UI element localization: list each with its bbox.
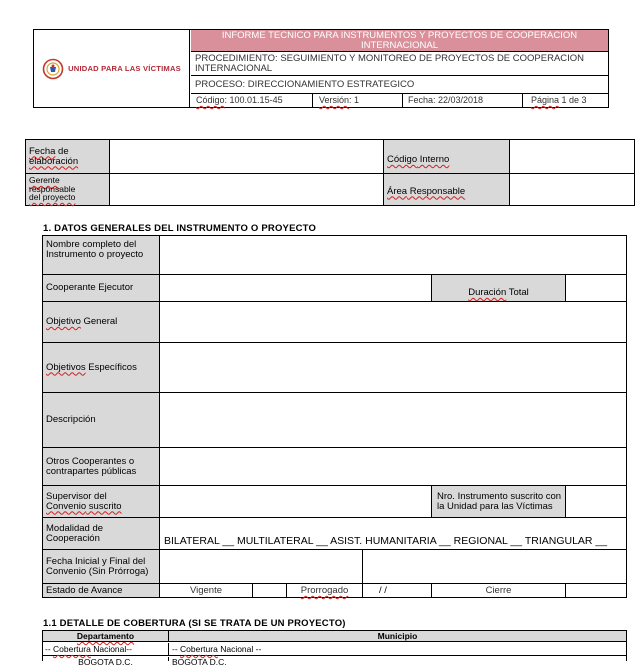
objetivos-especificos-label: Objetivos Específicos bbox=[43, 343, 160, 393]
header-proceso: PROCESO: DIRECCIONAMIENTO ESTRATEGICO bbox=[191, 76, 608, 94]
area-responsable-field[interactable] bbox=[510, 174, 634, 205]
header-fecha: Fecha: 22/03/2018 bbox=[403, 94, 523, 107]
descripcion-field[interactable] bbox=[160, 393, 626, 448]
nombre-label: Nombre completo del Instrumento o proyecto bbox=[43, 236, 160, 275]
area-responsable-label: Área Responsable bbox=[384, 174, 510, 205]
header-title: INFORME TECNICO PARA INSTRUMENTOS Y PROYECTOS DE COOPERACION INTERNACIONAL bbox=[191, 30, 608, 52]
duracion-label: Duración Total bbox=[432, 275, 566, 302]
fecha-inicial-label: Fecha Inicial y Final del Convenio (Sin Prórroga) bbox=[43, 550, 160, 584]
nro-instrumento-field[interactable] bbox=[566, 486, 626, 518]
estado-cierre: Cierre bbox=[432, 584, 566, 597]
fecha-final-field[interactable] bbox=[363, 550, 626, 584]
header-version: Versión: 1 bbox=[313, 94, 403, 107]
modalidad-options[interactable]: BILATERAL __ MULTILATERAL __ ASIST. HUMANITARIA __ REGIONAL __ TRIANGULAR __ bbox=[160, 518, 626, 550]
cooperante-field[interactable] bbox=[160, 275, 432, 302]
nombre-field[interactable] bbox=[160, 236, 626, 275]
logo-text: UNIDAD PARA LAS VÍCTIMAS bbox=[68, 64, 181, 73]
modalidad-label: Modalidad de Cooperación bbox=[43, 518, 160, 550]
cobertura-row-mun: -- Cobertura Nacional -- bbox=[169, 643, 626, 656]
estado-prorrogado-date[interactable]: / / bbox=[363, 584, 432, 597]
logo-cell bbox=[34, 30, 190, 107]
estado-vigente: Vigente bbox=[160, 584, 253, 597]
section11-title: 1.1 DETALLE DE COBERTURA (SI SE TRATA DE UN PROYECTO) bbox=[43, 618, 346, 629]
estado-cierre-check[interactable] bbox=[566, 584, 626, 597]
objetivo-general-field[interactable] bbox=[160, 302, 626, 343]
codigo-interno-field[interactable] bbox=[510, 140, 634, 173]
supervisor-label: Supervisor del Convenio suscrito bbox=[43, 486, 160, 518]
col-departamento-header: Departamento bbox=[43, 631, 169, 642]
colombia-shield-icon bbox=[42, 58, 64, 80]
supervisor-field[interactable] bbox=[160, 486, 432, 518]
cooperante-label: Cooperante Ejecutor bbox=[43, 275, 160, 302]
objetivo-general-label: Objetivo General bbox=[43, 302, 160, 343]
header-codigo: Código: 100.01.15-45 bbox=[191, 94, 313, 107]
estado-prorrogado: Prorrogado bbox=[287, 584, 363, 597]
codigo-interno-label: Código Interno bbox=[384, 140, 510, 173]
duracion-field[interactable] bbox=[566, 275, 626, 302]
gerente-field[interactable] bbox=[110, 174, 384, 205]
objetivos-especificos-field[interactable] bbox=[160, 343, 626, 393]
header-codes-row bbox=[191, 94, 608, 107]
section1-title: 1. DATOS GENERALES DEL INSTRUMENTO O PROYECTO bbox=[43, 223, 317, 234]
fecha-elaboracion-field[interactable] bbox=[110, 140, 384, 173]
otros-cooperantes-label: Otros Cooperantes o contrapartes públicas bbox=[43, 448, 160, 486]
fecha-elaboracion-label: Fecha de elaboración bbox=[26, 140, 110, 173]
header-pagina: Página 1 de 3 bbox=[531, 95, 587, 105]
estado-avance-label: Estado de Avance bbox=[43, 584, 160, 597]
col-municipio-header: Municipio bbox=[169, 631, 626, 642]
estado-vigente-check[interactable] bbox=[253, 584, 287, 597]
nro-instrumento-label: Nro. Instrumento suscrito con la Unidad para las Víctimas bbox=[432, 486, 566, 518]
gerente-label: Gerente responsable del proyecto bbox=[26, 174, 110, 205]
fecha-inicial-field[interactable] bbox=[160, 550, 363, 584]
cobertura-row2-dep: BOGOTA D.C. bbox=[43, 657, 169, 661]
descripcion-label: Descripción bbox=[43, 393, 160, 448]
otros-cooperantes-field[interactable] bbox=[160, 448, 626, 486]
cobertura-row-dep: -- Cobertura Nacional-- bbox=[43, 643, 169, 656]
header-procedimiento: PROCEDIMIENTO: SEGUIMIENTO Y MONITOREO DE PROYECTOS DE COOPERACION INTERNACIONAL bbox=[191, 52, 608, 76]
cobertura-row2-mun: BOGOTA D.C. bbox=[172, 657, 227, 667]
